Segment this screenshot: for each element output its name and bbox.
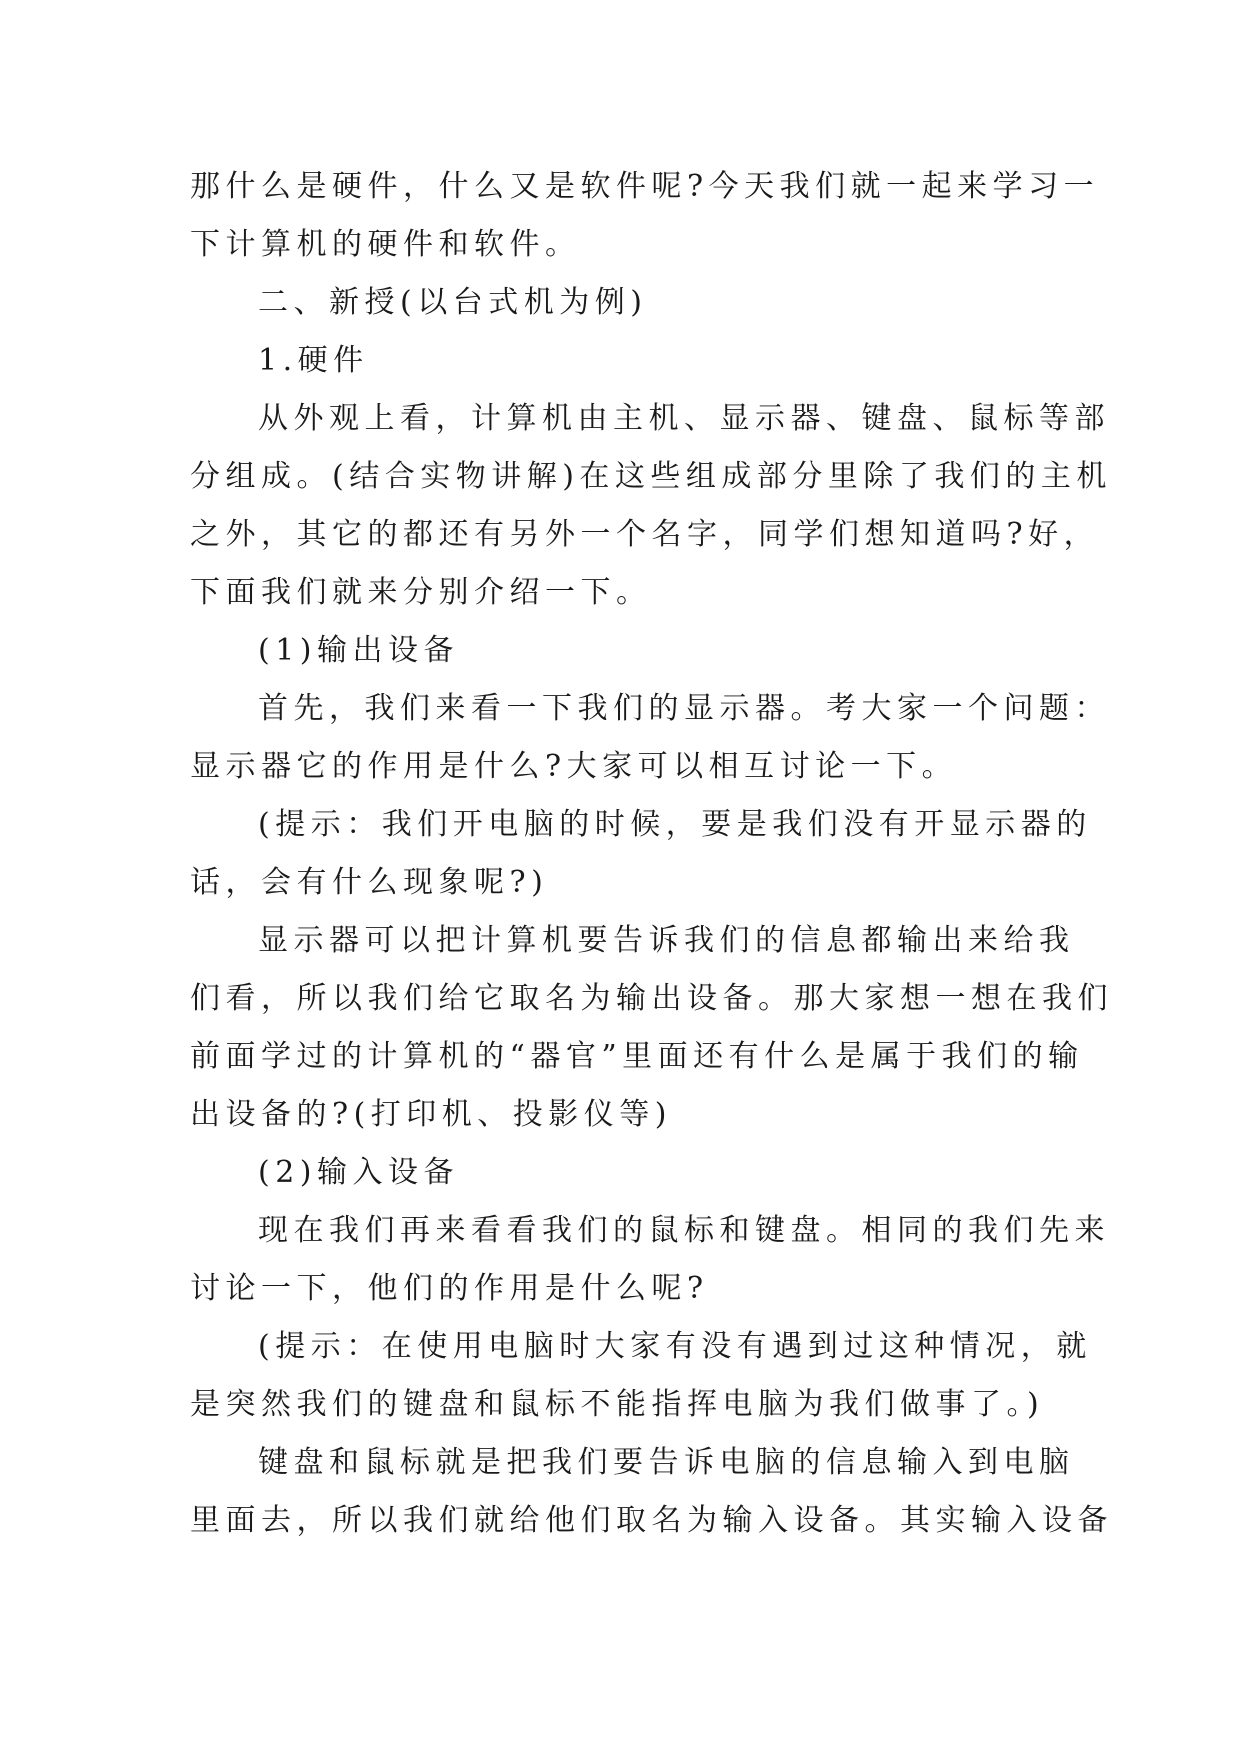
text-line: 讨论一下，他们的作用是什么呢? xyxy=(190,1271,709,1306)
subsection-heading: 1.硬件 xyxy=(258,343,369,378)
text-line: 分组成。(结合实物讲解)在这些组成部分里除了我们的主机 xyxy=(190,459,1112,494)
text-line: 出设备的?(打印机、投影仪等) xyxy=(190,1097,672,1132)
text-line: 下面我们就来分别介绍一下。 xyxy=(190,575,652,610)
text-line: 显示器它的作用是什么?大家可以相互讨论一下。 xyxy=(190,749,958,784)
text-line: (提示：我们开电脑的时候，要是我们没有开显示器的 xyxy=(258,807,1092,842)
text-line: 话，会有什么现象呢?) xyxy=(190,865,549,900)
subsection-heading: (1)输出设备 xyxy=(258,633,459,668)
text-line: 首先，我们来看一下我们的显示器。考大家一个问题： xyxy=(258,691,1110,726)
text-line: 是突然我们的键盘和鼠标不能指挥电脑为我们做事了。) xyxy=(190,1387,1045,1422)
document-body xyxy=(190,158,1113,1550)
text-line: 前面学过的计算机的“器官”里面还有什么是属于我们的输 xyxy=(190,1039,1084,1074)
text-line: 从外观上看，计算机由主机、显示器、键盘、鼠标等部 xyxy=(258,401,1110,436)
subsection-heading: (2)输入设备 xyxy=(258,1155,459,1190)
text-line: 里面去，所以我们就给他们取名为输入设备。其实输入设备 xyxy=(190,1503,1113,1538)
text-line: 之外，其它的都还有另外一个名字，同学们想知道吗?好， xyxy=(190,517,1100,552)
section-heading: 二、新授(以台式机为例) xyxy=(258,285,648,320)
text-line: 们看，所以我们给它取名为输出设备。那大家想一想在我们 xyxy=(190,981,1113,1016)
text-line: 那什么是硬件，什么又是软件呢?今天我们就一起来学习一 xyxy=(190,169,1100,204)
text-line: 显示器可以把计算机要告诉我们的信息都输出来给我 xyxy=(258,923,1075,958)
text-line: 下计算机的硬件和软件。 xyxy=(190,227,581,262)
text-line: 现在我们再来看看我们的鼠标和键盘。相同的我们先来 xyxy=(258,1213,1110,1248)
text-line: 键盘和鼠标就是把我们要告诉电脑的信息输入到电脑 xyxy=(258,1445,1075,1480)
text-line: (提示：在使用电脑时大家有没有遇到过这种情况，就 xyxy=(258,1329,1092,1364)
